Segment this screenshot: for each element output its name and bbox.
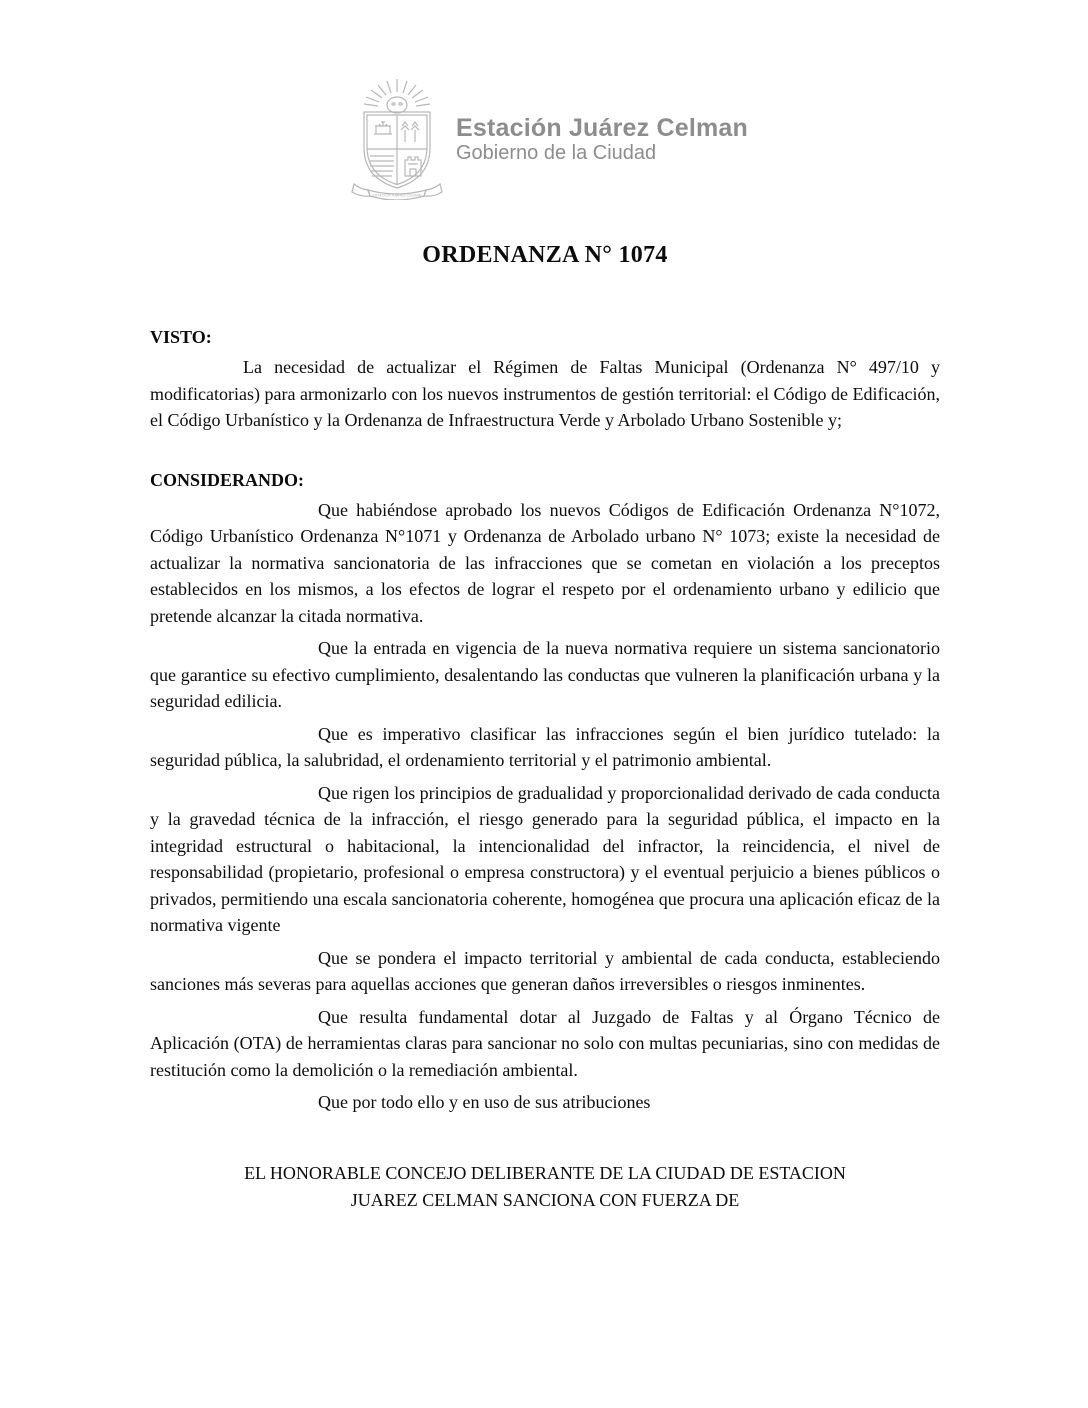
visto-paragraph: La necesidad de actualizar el Régimen de Faltas Municipal (Ordenanza N° 497/10 y modificatorias) para armonizarlo con los nuevos instrumentos de gestión territorial: el Código de Edificación, el Código Urbanístico y la Ordenanza de Infraestructura Verde y Arbolado Urbano Sostenible y;: [150, 357, 940, 430]
considerando-paragraph: Que se pondera el impacto territorial y ambiental de cada conducta, estableciendo sanciones más severas para aquellas acciones que generan daños irreversibles o riesgos inminentes.: [150, 947, 940, 994]
ordinance-document: [150, 242, 940, 1214]
logo-subtitle: Gobierno de la Ciudad: [456, 142, 657, 164]
closing-line: JUAREZ CELMAN SANCIONA CON FUERZA DE: [350, 1189, 740, 1210]
document-title: ORDENANZA N° 1074: [422, 242, 668, 268]
city-crest-icon: [350, 78, 444, 200]
logo-text-block: [456, 78, 748, 164]
considerando-paragraph: Que es imperativo clasificar las infracciones según el bien jurídico tutelado: la seguridad pública, la salubridad, el ordenamiento territorial y el patrimonio ambiental.: [150, 723, 940, 770]
visto-heading: VISTO:: [150, 327, 212, 347]
shield-icon: [364, 112, 430, 188]
considerando-paragraph: Que por todo ello y en uso de sus atribuciones: [318, 1092, 651, 1112]
closing-statement: [150, 1160, 940, 1214]
considerando-paragraph: Que habiéndose aprobado los nuevos Códigos de Edificación Ordenanza N°1072, Código Urbanístico Ordenanza N°1071 y Ordenanza de Arbolado urbano N° 1073; existe la necesidad de actualizar la normativa sancionatoria de las infracciones que se cometan en violación a los preceptos establecidos en los mismos, a los efectos de lograr el respeto por el ordenamiento urbano y edilicio que pretende alcanzar la citada normativa.: [150, 499, 940, 626]
closing-line: EL HONORABLE CONCEJO DELIBERANTE DE LA CIUDAD DE ESTACION: [244, 1162, 846, 1183]
considerando-paragraph: Que la entrada en vigencia de la nueva normativa requiere un sistema sancionatorio que garantice su efectivo cumplimiento, desalentando las conductas que vulneren la planificación urbana y la seguridad edilicia.: [150, 638, 940, 711]
considerando-heading: CONSIDERANDO:: [150, 469, 305, 490]
sun-icon: [364, 79, 430, 113]
logo-title: Estación Juárez Celman: [456, 114, 749, 142]
city-logo: [350, 78, 940, 200]
ribbon-banner-icon: [352, 184, 442, 200]
ribbon-text: ESTACIÓN JUÁREZ CELMAN: [372, 193, 422, 198]
considerando-paragraph: Que resulta fundamental dotar al Juzgado de Faltas y al Órgano Técnico de Aplicación (OTA) de herramientas claras para sancionar no solo con multas pecuniarias, sino con medidas de restitución como la demolición o la remediación ambiental.: [150, 1006, 940, 1080]
considerando-paragraph: Que rigen los principios de gradualidad y proporcionalidad derivado de cada conducta y la gravedad técnica de la infracción, el riesgo generado para la seguridad pública, el impacto en la integridad estructural o habitacional, la intencionalidad del infractor, la reincidencia, el nivel de responsabilidad (propietario, profesional o empresa constructora) y el eventual perjuicio a bienes públicos o privados, permitiendo una escala sancionatoria coherente, homogénea que procura una aplicación eficaz de la normativa vigente: [150, 782, 940, 935]
